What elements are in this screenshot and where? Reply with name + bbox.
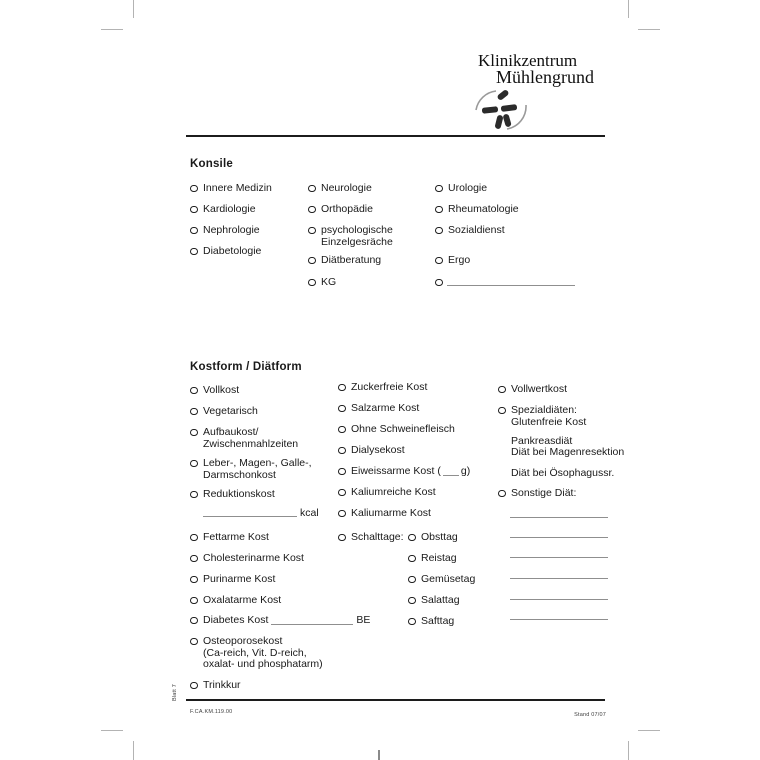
option-psychologische-einzelgespraeche bbox=[308, 225, 393, 248]
radio-fettarme-kost[interactable] bbox=[190, 534, 198, 542]
option-label: Ohne Schweinefleisch bbox=[351, 423, 455, 435]
option-label: Cholesterinarme Kost bbox=[203, 552, 304, 564]
option-label: Neurologie bbox=[321, 182, 372, 194]
option-fettarme-kost bbox=[190, 532, 269, 544]
option-label: Diabetologie bbox=[203, 245, 262, 257]
option-spezialdiaeten bbox=[498, 405, 586, 428]
option-label: Gemüsetag bbox=[421, 573, 476, 585]
crop-mark bbox=[101, 730, 123, 732]
option-ergo bbox=[435, 255, 470, 267]
option-orthopaedie bbox=[308, 204, 373, 216]
radio-diabetes-kost[interactable] bbox=[190, 617, 198, 625]
option-label: psychologische Einzelgesräche bbox=[321, 224, 393, 248]
crop-mark bbox=[101, 29, 123, 31]
radio-vegetarisch[interactable] bbox=[190, 408, 198, 416]
radio-salzarme-kost[interactable] bbox=[338, 405, 346, 413]
option-label: Salzarme Kost bbox=[351, 402, 420, 414]
option-salattag bbox=[408, 595, 460, 607]
radio-cholesterinarme-kost[interactable] bbox=[190, 555, 198, 563]
option-sozialdienst bbox=[435, 225, 505, 237]
option-label: Kaliumreiche Kost bbox=[351, 486, 436, 498]
option-label: Kardiologie bbox=[203, 203, 256, 215]
radio-reduktionskost[interactable] bbox=[190, 491, 198, 499]
option-oxalatarme-kost bbox=[190, 595, 281, 607]
option-label: Rheumatologie bbox=[448, 203, 519, 215]
option-label: Safttag bbox=[421, 615, 455, 627]
sheet-number-label: Blatt 7 bbox=[172, 684, 178, 701]
option-zuckerfreie-kost bbox=[338, 382, 427, 394]
option-kaliumarme-kost bbox=[338, 508, 431, 520]
option-kaliumreiche-kost bbox=[338, 487, 436, 499]
radio-zuckerfreie-kost[interactable] bbox=[338, 384, 346, 392]
radio-trinkkur[interactable] bbox=[190, 682, 198, 690]
option-eiweissarme-kost bbox=[338, 466, 470, 478]
option-label: Urologie bbox=[448, 182, 488, 194]
radio-salattag[interactable] bbox=[408, 597, 416, 605]
radio-kardiologie[interactable] bbox=[190, 206, 198, 214]
option-ohne-schweinefleisch bbox=[338, 424, 455, 436]
radio-konsile-other[interactable] bbox=[435, 279, 443, 287]
option-label: Diätberatung bbox=[321, 254, 382, 266]
crop-mark bbox=[133, 741, 135, 760]
radio-purinarme-kost[interactable] bbox=[190, 576, 198, 584]
radio-ohne-schweinefleisch[interactable] bbox=[338, 426, 346, 434]
radio-obsttag[interactable] bbox=[408, 534, 416, 542]
write-in-line-sonstige-3[interactable] bbox=[510, 549, 608, 558]
option-label: Ergo bbox=[448, 254, 471, 266]
radio-eiweissarme-kost[interactable] bbox=[338, 468, 346, 476]
option-obsttag bbox=[408, 532, 458, 544]
option-reduktionskost bbox=[190, 489, 275, 501]
option-label: Diabetes Kost bbox=[203, 614, 269, 626]
option-diaetberatung bbox=[308, 255, 381, 267]
option-salzarme-kost bbox=[338, 403, 419, 415]
option-label: Vollwertkost bbox=[511, 383, 568, 395]
option-label: Aufbaukost/ Zwischenmahlzeiten bbox=[203, 426, 299, 450]
option-label: Obsttag bbox=[421, 531, 458, 543]
option-trinkkur bbox=[190, 680, 241, 692]
option-dialysekost bbox=[338, 445, 405, 457]
crop-mark bbox=[638, 730, 660, 732]
radio-urologie[interactable] bbox=[435, 185, 443, 193]
option-diabetologie bbox=[190, 246, 261, 258]
write-in-line-sonstige-1[interactable] bbox=[510, 509, 608, 518]
kcal-unit-label: kcal bbox=[300, 507, 319, 519]
crop-mark bbox=[628, 741, 630, 760]
radio-spezialdiaeten[interactable] bbox=[498, 407, 506, 415]
form-code: F.CA.KM.119.00 bbox=[190, 709, 233, 715]
option-aufbaukost bbox=[190, 427, 298, 450]
radio-vollkost[interactable] bbox=[190, 387, 198, 395]
write-in-line-sonstige-6[interactable] bbox=[510, 611, 608, 620]
option-label: Kaliumarme Kost bbox=[351, 507, 431, 519]
option-label: Sonstige Diät: bbox=[511, 487, 577, 499]
radio-rheumatologie[interactable] bbox=[435, 206, 443, 214]
radio-sozialdienst[interactable] bbox=[435, 227, 443, 235]
option-gemuesetag bbox=[408, 574, 475, 586]
crop-mark bbox=[628, 0, 630, 18]
radio-nephrologie[interactable] bbox=[190, 227, 198, 235]
label-magenresektion: Diät bei Magenresektion bbox=[511, 446, 625, 458]
option-osteoporosekost bbox=[190, 636, 323, 671]
option-reistag bbox=[408, 553, 457, 565]
header-divider bbox=[186, 135, 605, 137]
option-label: Zuckerfreie Kost bbox=[351, 381, 428, 393]
radio-neurologie[interactable] bbox=[308, 185, 316, 193]
option-nephrologie bbox=[190, 225, 260, 237]
radio-innere-medizin[interactable] bbox=[190, 185, 198, 193]
radio-psychologische[interactable] bbox=[308, 227, 316, 235]
radio-reistag[interactable] bbox=[408, 555, 416, 563]
option-purinarme-kost bbox=[190, 574, 275, 586]
radio-schalttage[interactable] bbox=[338, 534, 346, 542]
option-kg bbox=[308, 277, 336, 289]
option-neurologie bbox=[308, 183, 372, 195]
option-rheumatologie bbox=[435, 204, 519, 216]
radio-oxalatarme-kost[interactable] bbox=[190, 597, 198, 605]
option-label: Vegetarisch bbox=[203, 405, 258, 417]
option-sonstige-diaet bbox=[498, 488, 576, 500]
option-label: Osteoporosekost (Ca-reich, Vit. D-reich, oxalat- und phosphatarm) bbox=[203, 635, 323, 670]
option-urologie bbox=[435, 183, 487, 195]
option-label: Eiweissarme Kost ( bbox=[351, 465, 441, 477]
radio-kaliumreiche-kost[interactable] bbox=[338, 489, 346, 497]
clinic-name-line2: Mühlengrund bbox=[496, 67, 594, 87]
section-title-kostform: Kostform / Diätform bbox=[190, 361, 302, 373]
option-label: Salattag bbox=[421, 594, 460, 606]
radio-osteoporosekost[interactable] bbox=[190, 638, 198, 646]
option-label: Nephrologie bbox=[203, 224, 260, 236]
write-in-line-gram[interactable] bbox=[443, 466, 459, 476]
option-label: Schalttage: bbox=[351, 531, 404, 543]
option-kardiologie bbox=[190, 204, 256, 216]
fold-mark bbox=[378, 750, 380, 760]
footer-divider bbox=[186, 699, 605, 701]
option-vollwertkost bbox=[498, 384, 567, 396]
write-in-line-be[interactable] bbox=[271, 615, 353, 625]
option-label: Leber-, Magen-, Galle-, Darmschonkost bbox=[203, 457, 312, 481]
radio-sonstige-diaet[interactable] bbox=[498, 490, 506, 498]
option-vollkost bbox=[190, 385, 239, 397]
radio-schonkost[interactable] bbox=[190, 460, 198, 468]
write-in-line-sonstige-4[interactable] bbox=[510, 570, 608, 579]
radio-kaliumarme-kost[interactable] bbox=[338, 510, 346, 518]
option-label: Orthopädie bbox=[321, 203, 373, 215]
write-in-line-kcal[interactable] bbox=[203, 508, 297, 517]
write-in-line-sonstige-5[interactable] bbox=[510, 591, 608, 600]
option-schalttage bbox=[338, 532, 404, 544]
be-unit-label: BE bbox=[356, 614, 371, 626]
option-label: Purinarme Kost bbox=[203, 573, 276, 585]
section-title-konsile: Konsile bbox=[190, 158, 233, 170]
radio-dialysekost[interactable] bbox=[338, 447, 346, 455]
option-label: Reistag bbox=[421, 552, 457, 564]
option-vegetarisch bbox=[190, 406, 258, 418]
radio-safttag[interactable] bbox=[408, 618, 416, 626]
crop-mark bbox=[638, 29, 660, 31]
crop-mark bbox=[133, 0, 135, 18]
option-safttag bbox=[408, 616, 454, 628]
option-label: Sozialdienst bbox=[448, 224, 505, 236]
write-in-line-konsile-other[interactable] bbox=[447, 277, 575, 286]
radio-aufbaukost[interactable] bbox=[190, 429, 198, 437]
radio-diaetberatung[interactable] bbox=[308, 257, 316, 265]
option-label: Fettarme Kost bbox=[203, 531, 269, 543]
label-pankreasdiaet: Pankreasdiät bbox=[511, 435, 573, 447]
option-innere-medizin bbox=[190, 183, 272, 195]
option-label: Spezialdiäten: Glutenfreie Kost bbox=[511, 404, 587, 428]
option-label: KG bbox=[321, 276, 337, 288]
clinic-name-line1: Klinikzentrum bbox=[478, 51, 578, 70]
clinic-logo-icon bbox=[474, 84, 532, 130]
radio-ergo[interactable] bbox=[435, 257, 443, 265]
option-label: Reduktionskost bbox=[203, 488, 275, 500]
option-schonkost bbox=[190, 458, 312, 481]
radio-diabetologie[interactable] bbox=[190, 248, 198, 256]
option-label: Dialysekost bbox=[351, 444, 405, 456]
option-label: Vollkost bbox=[203, 384, 240, 396]
radio-gemuesetag[interactable] bbox=[408, 576, 416, 584]
gram-unit-label: g) bbox=[460, 465, 471, 477]
option-diabetes-kost bbox=[190, 615, 370, 627]
radio-orthopaedie[interactable] bbox=[308, 206, 316, 214]
label-oesophagus: Diät bei Ösophagussr. bbox=[511, 467, 615, 479]
option-label: Trinkkur bbox=[203, 679, 241, 691]
option-label: Oxalatarme Kost bbox=[203, 594, 282, 606]
write-in-line-sonstige-2[interactable] bbox=[510, 529, 608, 538]
revision-stamp: Stand 07/07 bbox=[574, 712, 606, 718]
radio-kg[interactable] bbox=[308, 279, 316, 287]
option-cholesterinarme-kost bbox=[190, 553, 304, 565]
radio-vollwertkost[interactable] bbox=[498, 386, 506, 394]
option-label: Innere Medizin bbox=[203, 182, 272, 194]
